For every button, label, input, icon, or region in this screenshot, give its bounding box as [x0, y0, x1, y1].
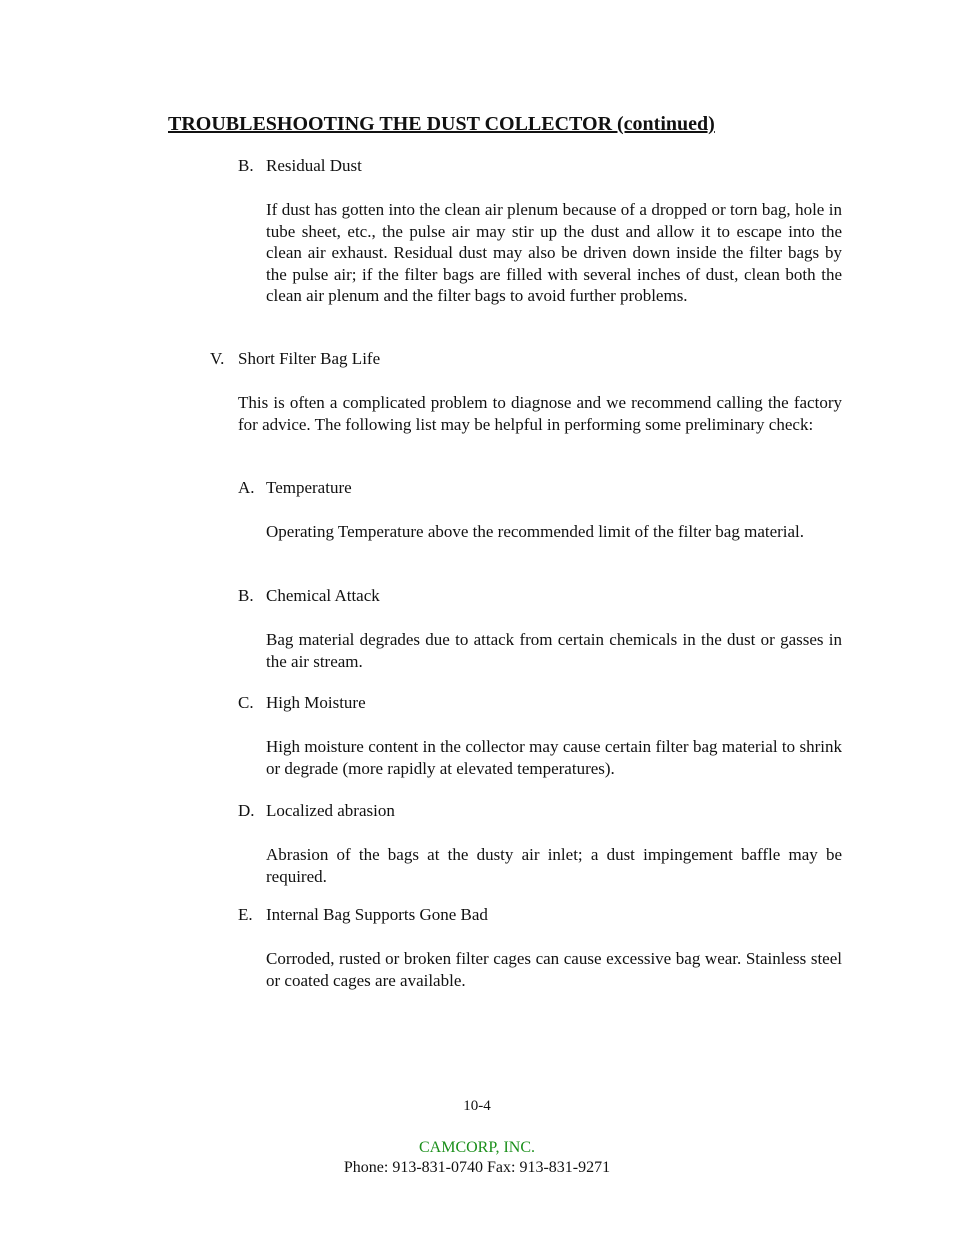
item-a-letter: A. — [238, 478, 255, 497]
item-b-letter: B. — [238, 586, 254, 605]
page-title: TROUBLESHOOTING THE DUST COLLECTOR (continued) — [168, 113, 715, 135]
residual-dust-letter: B. — [238, 156, 254, 175]
section-v-intro: This is often a complicated problem to diagnose and we recommend calling the factory for advice. The following list may be helpful in performing some preliminary check: — [238, 393, 842, 434]
residual-dust-heading: Residual Dust — [266, 156, 362, 175]
company-name: CAMCORP, INC. — [418, 1139, 536, 1156]
page-number: 10-4 — [463, 1098, 491, 1114]
section-v-numeral: V. — [210, 349, 225, 368]
item-c-text: High moisture content in the collector may cause certain filter bag material to shrink or degrade (more rapidly at elevated temperatures). — [266, 737, 842, 778]
item-b-text: Bag material degrades due to attack from certain chemicals in the dust or gasses in the air stream. — [266, 630, 842, 671]
section-v-heading: Short Filter Bag Life — [238, 349, 381, 368]
item-e-text: Corroded, rusted or broken filter cages can cause excessive bag wear. Stainless steel or coated cages are available. — [266, 949, 842, 990]
item-c-heading: High Moisture — [266, 693, 366, 712]
item-d-letter: D. — [238, 801, 255, 820]
item-a-heading: Temperature — [266, 478, 352, 497]
item-c-letter: C. — [238, 693, 254, 712]
item-a-text: Operating Temperature above the recommended limit of the filter bag material. — [266, 522, 805, 541]
item-d-heading: Localized abrasion — [266, 801, 395, 820]
phone-fax-line: Phone: 913-831-0740 Fax: 913-831-9271 — [343, 1159, 611, 1176]
item-e-letter: E. — [238, 905, 253, 924]
item-e-heading: Internal Bag Supports Gone Bad — [266, 905, 488, 924]
item-d-text: Abrasion of the bags at the dusty air inlet; a dust impingement baffle may be required. — [266, 845, 842, 886]
item-b-heading: Chemical Attack — [266, 586, 380, 605]
residual-dust-text: If dust has gotten into the clean air plenum because of a dropped or torn bag, hole in tube sheet, etc., the pulse air may stir up the dust and allow it to escape into the clean air exhaust. Residual dust may also be driven down inside the filter bags by the pulse air; if the filter bags are filled with several inches of dust, clean both the clean air plenum and the filter bags to avoid further problems. — [266, 200, 842, 305]
